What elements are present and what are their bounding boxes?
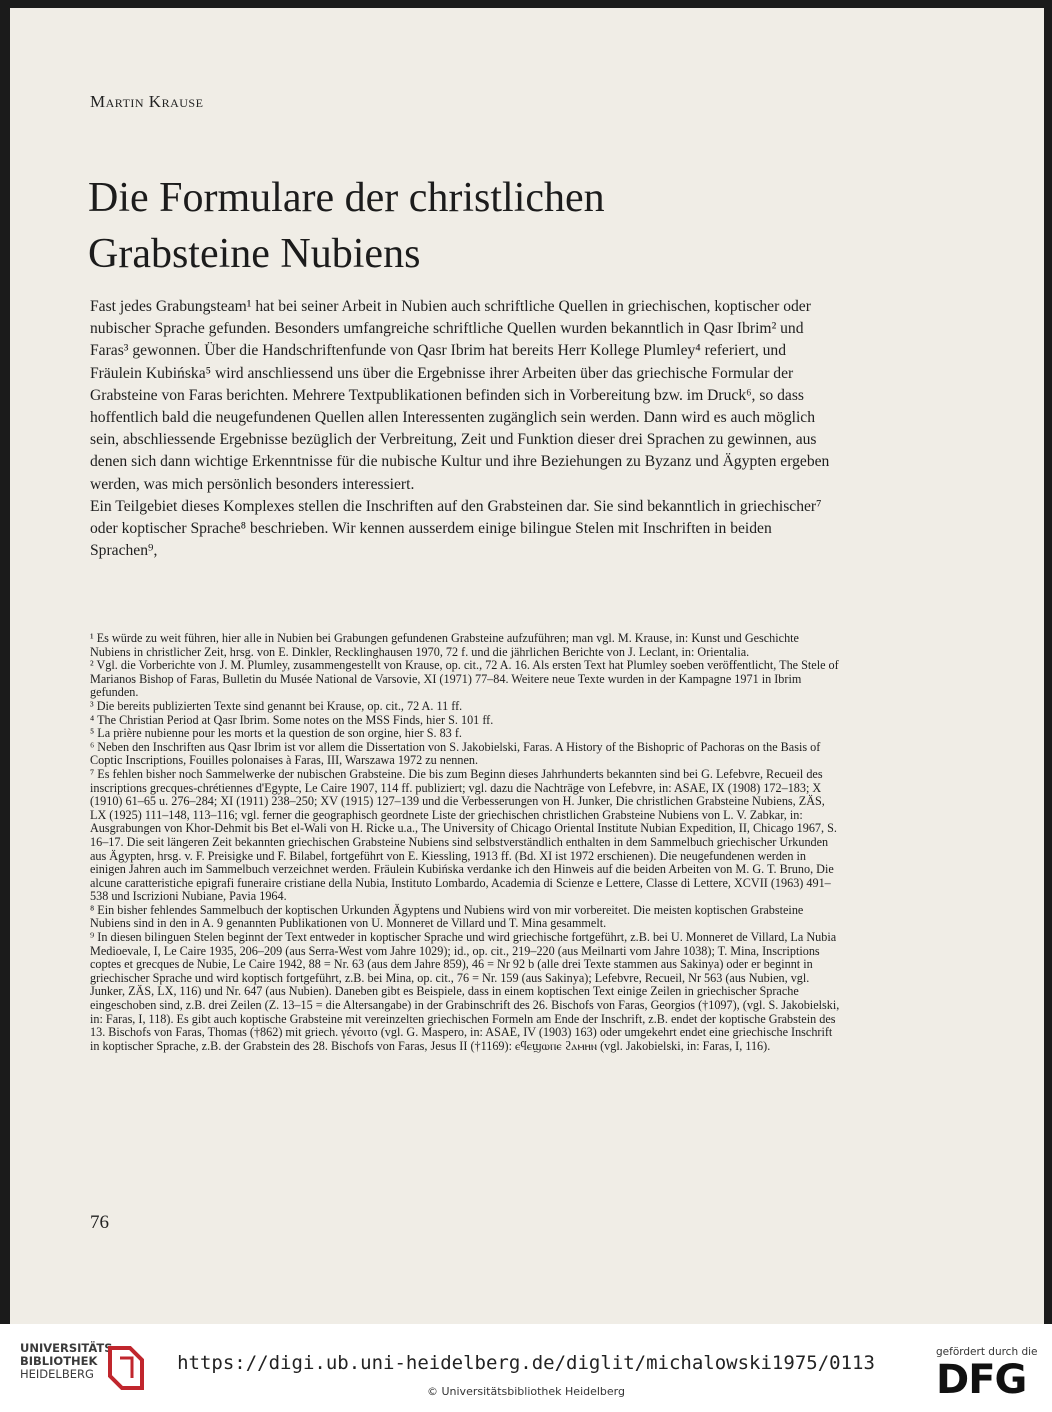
footnote-5: ⁵ La prière nubienne pour les morts et la question de son orgine, hier S. 83 f. — [90, 726, 462, 741]
page-number: 76 — [90, 1212, 109, 1233]
footnote-4: ⁴ The Christian Period at Qasr Ibrim. Some notes on the MSS Finds, hier S. 101 ff. — [90, 712, 494, 727]
copyright-notice: © Universitätsbibliothek Heidelberg — [426, 1385, 625, 1398]
scanned-page — [10, 8, 1044, 1324]
footnote-1: ¹ Es würde zu weit führen, hier alle in Nubien bei Grabungen gefundenen Grabsteine aufzuführen; man vgl. M. Krause, in: Kunst und Geschichte Nubiens in christlicher Zeit, hrsg. von E. Dinkler, Recklinghausen 1970, 72 f. und die jährlichen Berichte von J. Leclant, in: Orientalia. — [90, 631, 799, 659]
footnote-9: ⁹ In diesen bilinguen Stelen beginnt der Text entweder in koptischer Sprache und wird griechische fortgeführt, z.B. bei U. Monneret de Villard, La Nubia Medioevale, I, Le Caire 1935, 206–209 (aus Serra-West vom Jahre 1029); id., op. cit., 219–220 (aus Meilnarti vom Jahre 1038); T. Mina, Inscriptions coptes et grecques de Nubie, Le Caire 1942, 88 = Nr. 63 (aus dem Jahre 859), 46 = Nr 92 b (alle drei Texte stammen aus Sakinya) oder er beginnt in griechischer Sprache und wird koptisch fortgeführt, z.B. bei Mina, op. cit., 76 = Nr. 159 (aus Sakinya); Lefebvre, Recueil, Nr 563 (aus Nubien, vgl. Junker, ZÄS, LX, 116) und Nr. 647 (aus Nubien). Daneben gibt es Beispiele, dass in einem koptischen Text einige Zeilen in griechischer Sprache eingeschoben sind, z.B. drei Zeilen (Z. 13–15 = die Altersangabe) in der Grabinschrift des 26. Bischofs von Faras, Georgios (†1097), (vgl. S. Jakobielski, in: Faras, I, 118). Es gibt auch koptische Grabsteine mit vereinzelten griechischen Formeln am Ende der Inschrift, z.B. endet der koptische Grabstein des 13. Bischofs von Faras, Thomas (†862) mit griech. γένοιτο (vgl. G. Maspero, in: ASAE, IV (1903) 163) oder umgekehrt endet eine griechische Inschrift in koptischer Sprache, z.B. der Grabstein des 28. Bischofs von Faras, Jesus II (†1169): ⲉϥⲉϣⲱⲡⲉ ϩⲁⲙⲏⲛ (vgl. Jakobielski, in: Faras, I, 116). — [90, 930, 840, 1053]
viewer-footer — [0, 1324, 1052, 1412]
main-text — [90, 296, 830, 562]
permalink-url[interactable]: https://digi.ub.uni-heidelberg.de/diglit/michalowski1975/0113 — [177, 1352, 875, 1374]
dfg-logo: DFG — [936, 1357, 1027, 1403]
footnotes — [90, 632, 840, 1053]
funder-label: gefördert durch die — [936, 1346, 1038, 1358]
library-logo-text: UNIVERSITÄTS- BIBLIOTHEK HEIDELBERG — [20, 1341, 118, 1381]
footnote-7: ⁷ Es fehlen bisher noch Sammelwerke der nubischen Grabsteine. Die bis zum Beginn dieses Jahrhunderts bekannten sind bei G. Lefebvre, Recueil des inscriptions grecques-chrétiennes d'Egypte, Le Caire 1907, 114 ff. publiziert; vgl. dazu die Nachträge von Lefebvre, in: ASAE, IX (1908) 172–183; X (1910) 61–65 u. 276–284; XI (1911) 238–250; XV (1915) 127–139 und die Verbesserungen von H. Junker, Die christlichen Grabsteine Nubiens, ZÄS, LX (1925) 111–148, 113–116; vgl. ferner die geographisch geordnete Liste der griechischen christlichen Grabsteine Nubiens von L. V. Zabkar, in: Ausgrabungen von Khor-Dehmit bis Bet el-Wali von H. Ricke u.a., The University of Chicago Oriental Institute Nubian Expedition, II, Chicago 1967, S. 16–17. Die seit längeren Zeit bekannten griechischen Grabsteine Nubiens sind selbstverständlich enthalten in dem Sammelbuch griechischer Urkunden aus Ägypten, hrsg. v. F. Preisigke und F. Bilabel, fortgeführt von E. Kiessling, 1913 ff. (Bd. XI ist 1972 erschienen). Die neugefundenen werden in einigen Jahren auch im Sammelbuch verzeichnet werden. Fräulein Kubińska verdanke ich den Hinweis auf die beiden Arbeiten von M. G. T. Bruno, Die alcune caratteristiche epigrafi funeraire cristiane della Nubia, Instituto Lombardo, Academia di Scienze e Lettere, Classe di Lettere, XCVII (1963) 491–538 und Iscrizioni Nubiane, Pavia 1964. — [90, 766, 837, 904]
author-name: Martin Krause — [90, 92, 204, 111]
paragraph: Fast jedes Grabungsteam¹ hat bei seiner Arbeit in Nubien auch schriftliche Quellen in griechischen, koptischer oder nubischer Sprache gefunden. Besonders umfangreiche schriftliche Quellen wurden bekanntlich in Qasr Ibrim² und Faras³ gewonnen. Über die Handschriftenfunde von Qasr Ibrim hat bereits Herr Kollege Plumley⁴ referiert, und Fräulein Kubińska⁵ wird anschliessend uns über die Ergebnisse ihrer Arbeiten über das griechische Formular der Grabsteine von Faras berichten. Mehrere Textpublikationen befinden sich in Vorbereitung bzw. im Druck⁶, so dass hoffentlich bald die neugefundenen Quellen allen Interessenten zugänglich sein werden. Dann wird es auch möglich sein, abschliessende Ergebnisse bezüglich der Verbreitung, Zeit und Funktion dieser drei Sprachen zu gewinnen, aus denen sich dann wichtige Erkenntnisse für die nubische Kultur und ihre Beziehungen zu Byzanz und Ägypten ergeben werden, was mich persönlich besonders interessiert. — [90, 298, 830, 493]
paragraph: Ein Teilgebiet dieses Komplexes stellen die Inschriften auf den Grabsteinen dar. Sie sind bekanntlich in griechischer⁷ oder koptischer Sprache⁸ beschrieben. Wir kennen ausserdem einige bilingue Stelen mit Inschriften in beiden Sprachen⁹, — [90, 497, 822, 560]
footnote-6: ⁶ Neben den Inschriften aus Qasr Ibrim ist vor allem die Dissertation von S. Jakobielski, Faras. A History of the Bishopric of Pachoras on the Basis of Coptic Inscriptions, Fouilles polonaises à Faras, III, Warszawa 1972 zu nennen. — [90, 739, 821, 768]
footnote-8: ⁸ Ein bisher fehlendes Sammelbuch der koptischen Urkunden Ägyptens und Nubiens wird von mir vorbereitet. Die meisten koptischen Grabsteine Nubiens sind in den in A. 9 genannten Publikationen von U. Monneret de Villard und T. Mina gesammelt. — [90, 902, 804, 931]
title-line-2: Grabsteine Nubiens — [88, 231, 421, 277]
footnote-2: ² Vgl. die Vorberichte von J. M. Plumley, zusammengestellt von Krause, op. cit., 72 A. 16. Als ersten Text hat Plumley soeben veröffentlicht, The Stele of Marianos Bishop of Faras, Bulletin du Musée National de Varsovie, XI (1971) 77–84. Weitere neue Texte wurden in der Kampagne 1971 in Ibrim gefunden. — [90, 658, 839, 700]
title-line-1: Die Formulare der christlichen — [88, 175, 605, 221]
footnote-3: ³ Die bereits publizierten Texte sind genannt bei Krause, op. cit., 72 A. 11 ff. — [90, 698, 463, 713]
article-title — [88, 170, 605, 282]
